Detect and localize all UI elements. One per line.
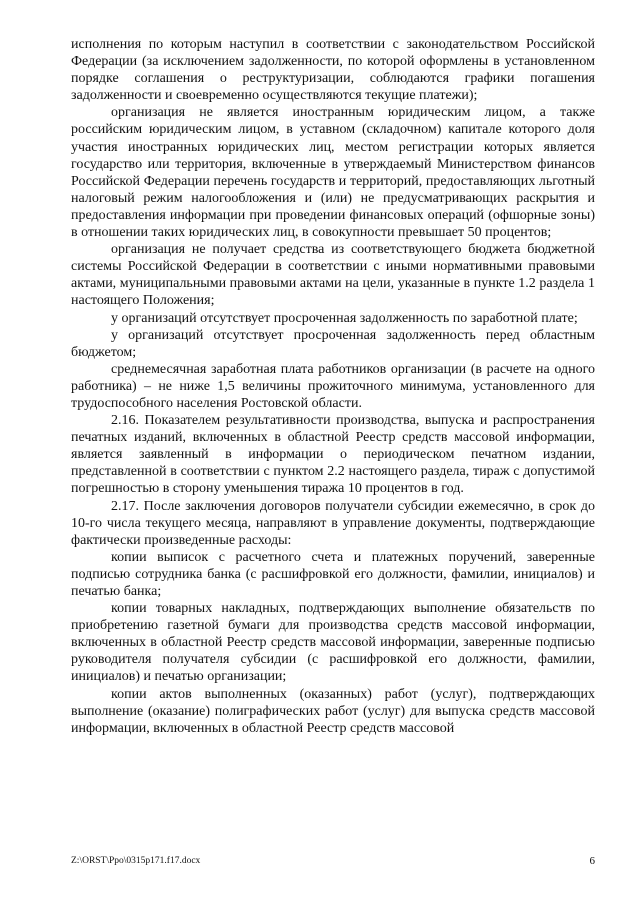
- page-number: 6: [589, 855, 595, 867]
- paragraph-no-salary-arrears: у организаций отсутствует просроченная задолженность по заработной плате;: [111, 310, 578, 326]
- paragraph-section-2-16: 2.16. Показателем результативности производства, выпуска и распространения печатных изданий, включенных в областной Реестр средств массовой информации, является заявленный в информации о периодическом печатном издании, представленной в соответствии с пунктом 2.2 настоящего раздела, тираж с допустимой погрешностью в сторону уменьшения тиража 10 процентов в год.: [71, 413, 595, 497]
- paragraph-work-acts: копии актов выполненных (оказанных) работ (услуг), подтверждающих выполнение (оказание) полиграфических работ (услуг) для выпуска средств массовой информации, включенных в областной Реестр средств массовой: [71, 686, 595, 736]
- paragraph-invoices: копии товарных накладных, подтверждающих выполнение обязательств по приобретению газетной бумаги для производства средств массовой информации, включенных в областной Реестр средств массовой информации, заверенные подписью руководителя получателя субсидии (с расшифровкой его должности, фамилии, инициалов) и печатью организации;: [71, 601, 595, 685]
- document-body: [71, 36, 595, 737]
- paragraph-section-2-17: 2.17. После заключения договоров получатели субсидии ежемесячно, в срок до 10-го числа текущего месяца, направляют в управление документы, подтверждающие фактически произведенные расходы:: [71, 498, 595, 548]
- paragraph-no-other-budget-funds: организация не получает средства из соответствующего бюджета бюджетной системы Российской Федерации в соответствии с иными нормативными правовыми актами, муниципальными правовыми актами на цели, указанные в пункте 1.2 раздела 1 настоящего Положения;: [71, 242, 595, 309]
- paragraph-no-budget-arrears: у организаций отсутствует просроченная задолженность перед областным бюджетом;: [71, 327, 595, 360]
- footer-file-path: Z:\ORST\Ppo\0315p171.f17.docx: [71, 856, 201, 866]
- paragraph-bank-statements: копии выписок с расчетного счета и платежных поручений, заверенные подписью сотрудника банка (с расшифровкой его должности, фамилии, инициалов) и печатью банка;: [71, 549, 595, 599]
- paragraph-average-salary: среднемесячная заработная плата работников организации (в расчете на одного работника) – не ниже 1,5 величины прожиточного минимума, установленного для трудоспособного населения Ростовской области.: [71, 361, 595, 411]
- paragraph-foreign-entity-condition: организация не является иностранным юридическим лицом, а также российским юридическим лицом, в уставном (складочном) капитале которого доля участия иностранных юридических лиц, местом регистрации которых является государство или территория, включенные в утверждаемый Министерством финансов Российской Федерации перечень государств и территорий, предоставляющих льготный налоговый режим налогообложения и (или) не предусматривающих раскрытия и предоставления информации при проведении финансовых операций (офшорные зоны) в отношении таких юридических лиц, в совокупности превышает 50 процентов;: [71, 105, 595, 241]
- paragraph-continuation: исполнения по которым наступил в соответствии с законодательством Российской Федерации (за исключением задолженности, по которой оформлены в установленном порядке соглашения о реструктуризации, соблюдаются графики погашения задолженности и своевременно осуществляются текущие платежи);: [71, 37, 595, 104]
- page-footer: [71, 854, 595, 868]
